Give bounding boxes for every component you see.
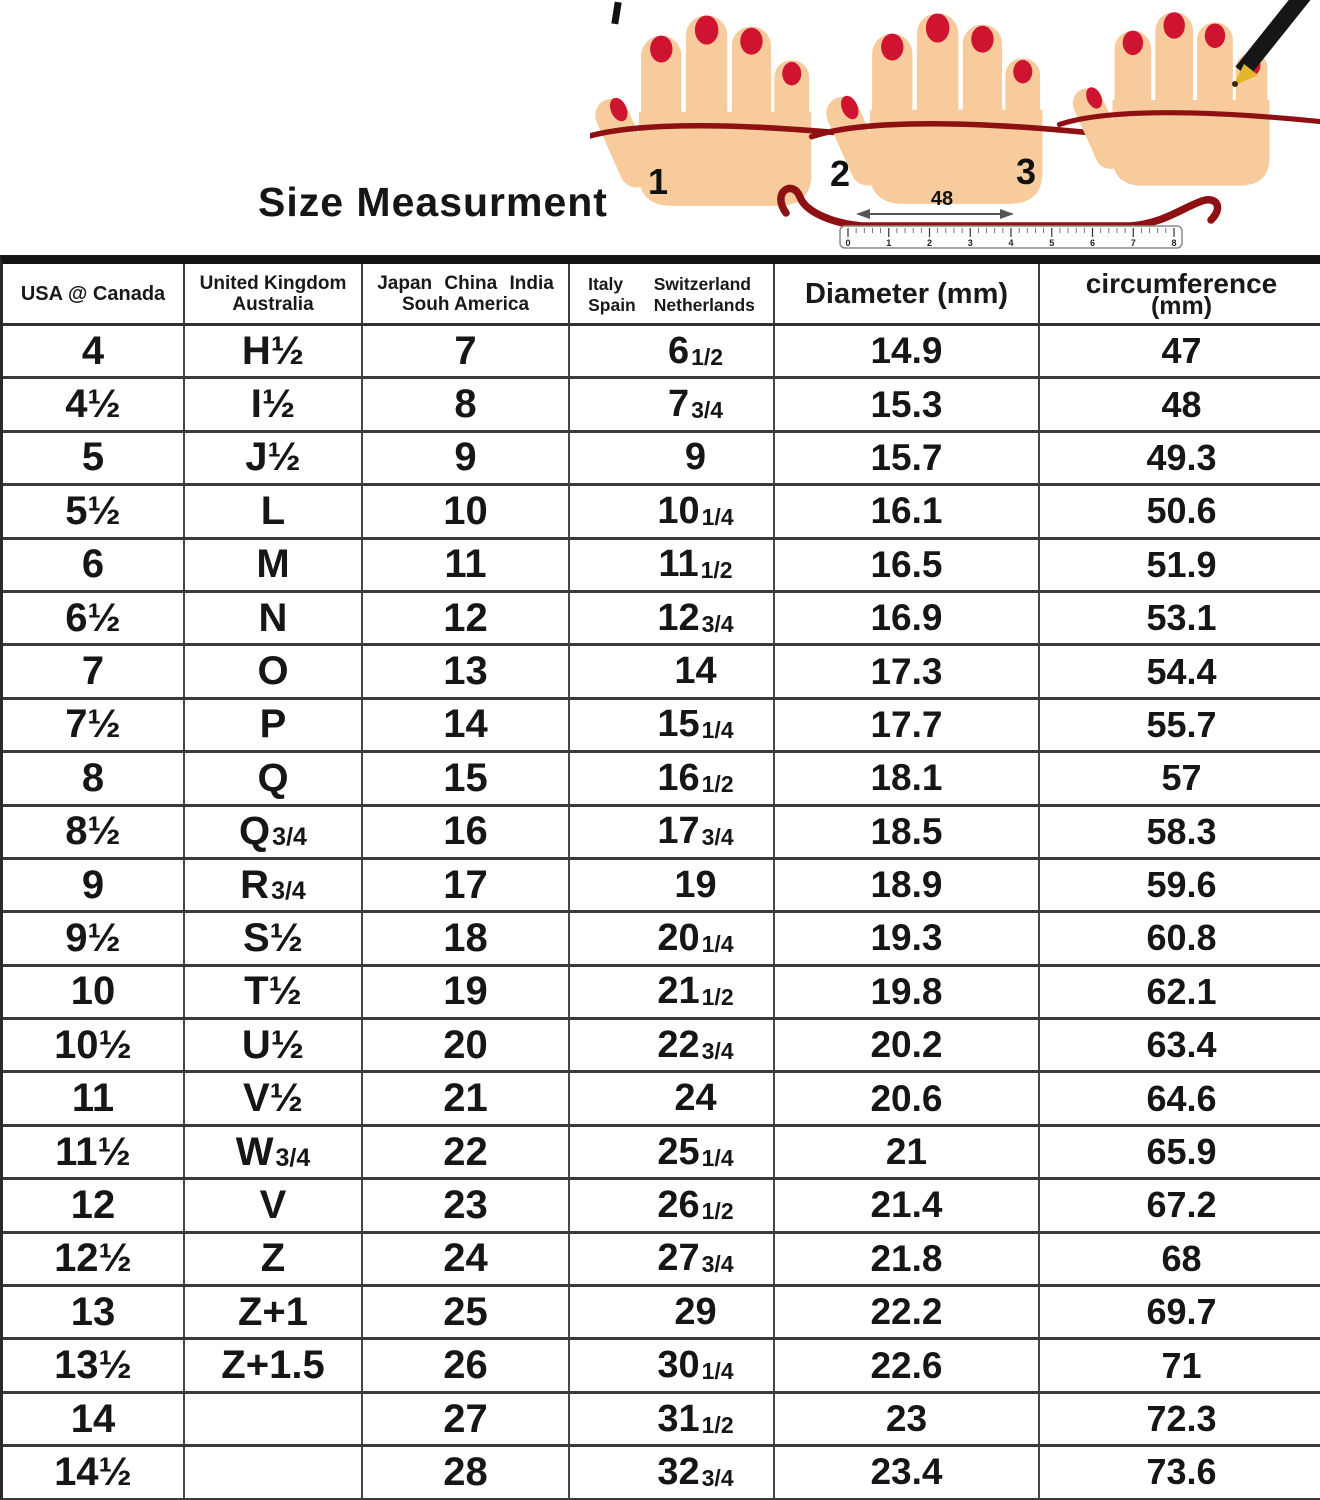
cell-japan-china-india: 21 <box>363 1073 570 1123</box>
cell-circumference: 55.7 <box>1146 703 1217 745</box>
header-label: Japan China India <box>377 272 554 294</box>
cell-usa-canada: 6½ <box>3 593 185 643</box>
cell-circumference: 53.1 <box>1146 597 1217 639</box>
cell-diameter: 19.3 <box>775 913 1040 963</box>
cell-uk-australia: Q <box>185 753 363 803</box>
svg-text:1: 1 <box>886 238 892 248</box>
cell-usa-canada: 14 <box>3 1394 185 1444</box>
cell-japan-china-india: 23 <box>363 1180 570 1230</box>
header-japan-china-india <box>363 264 570 323</box>
header-label: (mm) <box>1150 292 1213 320</box>
table-row <box>3 1073 1320 1126</box>
table-row <box>3 700 1320 753</box>
cell-usa-canada: 13 <box>3 1287 185 1337</box>
cell-usa-canada: 13½ <box>3 1340 185 1390</box>
table-row <box>3 807 1320 860</box>
ruler <box>840 226 1182 248</box>
cell-diameter: 22.6 <box>775 1340 1040 1390</box>
cell-uk-australia: Z <box>185 1234 363 1284</box>
cell-diameter: 18.9 <box>775 860 1040 910</box>
cell-usa-canada: 5 <box>3 433 185 483</box>
header-circumference <box>1040 264 1320 323</box>
svg-text:3: 3 <box>967 238 973 248</box>
cell-diameter: 23.4 <box>775 1447 1040 1497</box>
cell-italy-spain: 25 1/4 <box>570 1127 775 1177</box>
cell-japan-china-india: 17 <box>363 860 570 910</box>
page-title: Size Measurment <box>258 179 608 225</box>
table-body <box>3 326 1320 1500</box>
table-row <box>3 326 1320 379</box>
cell-italy-spain: 21 1/2 <box>570 967 775 1017</box>
cell-japan-china-india: 19 <box>363 967 570 1017</box>
cell-italy-spain: 12 3/4 <box>570 593 775 643</box>
cell-usa-canada: 11 <box>3 1073 185 1123</box>
cell-japan-china-india: 10 <box>363 486 570 536</box>
cell-uk-australia: Q 3/4 <box>185 807 363 857</box>
svg-text:2: 2 <box>926 238 933 248</box>
cell-uk-australia: O <box>185 646 363 696</box>
cell-uk-australia: L <box>185 486 363 536</box>
cell-japan-china-india: 25 <box>363 1287 570 1337</box>
table-row <box>3 379 1320 432</box>
cell-diameter: 22.2 <box>775 1287 1040 1337</box>
cell-circumference: 57 <box>1161 757 1202 799</box>
cell-japan-china-india: 24 <box>363 1234 570 1284</box>
cell-italy-spain: 9 <box>570 433 775 483</box>
cell-circumference: 64.6 <box>1146 1077 1217 1119</box>
cell-italy-spain: 30 1/4 <box>570 1340 775 1390</box>
cell-italy-spain: 32 3/4 <box>570 1447 775 1497</box>
cell-japan-china-india: 8 <box>363 379 570 429</box>
cell-uk-australia: V½ <box>185 1073 363 1123</box>
table-row <box>3 753 1320 806</box>
cell-italy-spain: 31 1/2 <box>570 1394 775 1444</box>
table-row <box>3 967 1320 1020</box>
cell-usa-canada: 7½ <box>3 700 185 750</box>
cell-japan-china-india: 26 <box>363 1340 570 1390</box>
cell-uk-australia: Z+1 <box>185 1287 363 1337</box>
cell-japan-china-india: 22 <box>363 1127 570 1177</box>
table-row <box>3 1234 1320 1287</box>
cell-circumference: 62.1 <box>1146 970 1217 1012</box>
cell-italy-spain: 14 <box>570 646 775 696</box>
svg-text:0: 0 <box>845 238 851 248</box>
cell-circumference: 73.6 <box>1146 1451 1217 1493</box>
svg-text:5: 5 <box>1049 238 1055 248</box>
cell-usa-canada: 5½ <box>3 486 185 536</box>
cell-japan-china-india: 7 <box>363 326 570 376</box>
cell-circumference: 68 <box>1161 1237 1202 1279</box>
table-row <box>3 1340 1320 1393</box>
header-label: Switzerland <box>653 274 751 295</box>
cell-diameter: 17.7 <box>775 700 1040 750</box>
cell-uk-australia: U½ <box>185 1020 363 1070</box>
table-row <box>3 913 1320 966</box>
header-label: USA @ Canada <box>20 282 166 305</box>
cell-usa-canada: 12 <box>3 1180 185 1230</box>
cell-usa-canada: 7 <box>3 646 185 696</box>
cell-italy-spain: 10 1/4 <box>570 486 775 536</box>
cell-circumference: 47 <box>1161 330 1202 372</box>
cell-circumference: 69.7 <box>1146 1291 1217 1333</box>
cell-uk-australia <box>185 1447 363 1497</box>
cell-japan-china-india: 14 <box>363 700 570 750</box>
cell-usa-canada: 9 <box>3 860 185 910</box>
cell-uk-australia: R 3/4 <box>185 860 363 910</box>
cell-usa-canada: 11½ <box>3 1127 185 1177</box>
header-diameter <box>775 264 1040 323</box>
cell-uk-australia: T½ <box>185 967 363 1017</box>
header-label: Netherlands <box>653 294 755 315</box>
cell-circumference: 54.4 <box>1146 650 1217 692</box>
header-uk-australia <box>185 264 363 323</box>
cell-uk-australia: M <box>185 540 363 590</box>
cell-circumference: 65.9 <box>1146 1131 1217 1173</box>
header-label: Australia <box>232 293 314 315</box>
cell-diameter: 20.2 <box>775 1020 1040 1070</box>
cell-uk-australia: W 3/4 <box>185 1127 363 1177</box>
ring-size-table <box>0 255 1320 1500</box>
cell-japan-china-india: 16 <box>363 807 570 857</box>
cell-circumference: 59.6 <box>1146 864 1217 906</box>
cell-usa-canada: 14½ <box>3 1447 185 1497</box>
header-label: Italy <box>588 274 624 295</box>
cell-japan-china-india: 15 <box>363 753 570 803</box>
cell-japan-china-india: 12 <box>363 593 570 643</box>
cell-italy-spain: 7 3/4 <box>570 379 775 429</box>
hand-label-2: 2 <box>830 153 851 194</box>
cell-diameter: 18.5 <box>775 807 1040 857</box>
svg-text:4: 4 <box>1008 238 1014 248</box>
cell-diameter: 18.1 <box>775 753 1040 803</box>
cell-uk-australia: I½ <box>185 379 363 429</box>
cell-diameter: 16.1 <box>775 486 1040 536</box>
marker-pen <box>1232 0 1306 87</box>
cell-diameter: 21.8 <box>775 1234 1040 1284</box>
cell-circumference: 60.8 <box>1146 917 1217 959</box>
table-row <box>3 860 1320 913</box>
header-label: circumference <box>1085 268 1278 299</box>
cell-japan-china-india: 18 <box>363 913 570 963</box>
cell-circumference: 51.9 <box>1146 543 1217 585</box>
cell-diameter: 21.4 <box>775 1180 1040 1230</box>
cell-usa-canada: 6 <box>3 540 185 590</box>
hand-2 <box>812 13 1107 203</box>
table-row <box>3 1287 1320 1340</box>
cell-usa-canada: 4 <box>3 326 185 376</box>
cell-diameter: 19.8 <box>775 967 1040 1017</box>
cell-uk-australia: S½ <box>185 913 363 963</box>
header-italy-spain-switzerland-netherlands <box>570 264 775 323</box>
cell-circumference: 72.3 <box>1146 1398 1217 1439</box>
cell-usa-canada: 8½ <box>3 807 185 857</box>
table-row <box>3 1127 1320 1180</box>
header-label: Diameter (mm) <box>804 277 1009 310</box>
cell-diameter: 15.3 <box>775 379 1040 429</box>
cell-italy-spain: 15 1/4 <box>570 700 775 750</box>
tape-length-label: 48 <box>930 188 954 210</box>
table-header-row <box>3 264 1320 326</box>
cell-italy-spain: 22 3/4 <box>570 1020 775 1070</box>
cell-usa-canada: 8 <box>3 753 185 803</box>
cell-diameter: 16.5 <box>775 540 1040 590</box>
hand-label-1: 1 <box>648 161 669 202</box>
cell-circumference: 63.4 <box>1146 1024 1217 1066</box>
table-row <box>3 486 1320 539</box>
cell-circumference: 67.2 <box>1146 1184 1217 1226</box>
cell-circumference: 49.3 <box>1146 436 1217 478</box>
table-row <box>3 540 1320 593</box>
table-row <box>3 646 1320 699</box>
cell-japan-china-india: 13 <box>363 646 570 696</box>
cell-diameter: 15.7 <box>775 433 1040 483</box>
cell-usa-canada: 9½ <box>3 913 185 963</box>
cell-japan-china-india: 27 <box>363 1394 570 1444</box>
header-label: Souh America <box>401 293 530 315</box>
header-label: United Kingdom <box>199 272 347 294</box>
cell-circumference: 58.3 <box>1146 810 1217 852</box>
cell-uk-australia <box>185 1394 363 1444</box>
cell-japan-china-india: 28 <box>363 1447 570 1497</box>
hand-label-3: 3 <box>1016 151 1037 192</box>
cell-japan-china-india: 11 <box>363 540 570 590</box>
cell-uk-australia: P <box>185 700 363 750</box>
cell-uk-australia: H½ <box>185 326 363 376</box>
measurement-illustration <box>590 0 1320 252</box>
cell-italy-spain: 17 3/4 <box>570 807 775 857</box>
cell-italy-spain: 26 1/2 <box>570 1180 775 1230</box>
svg-text:8: 8 <box>1171 238 1177 248</box>
cell-diameter: 14.9 <box>775 326 1040 376</box>
cell-usa-canada: 12½ <box>3 1234 185 1284</box>
table-row <box>3 1020 1320 1073</box>
cell-diameter: 17.3 <box>775 646 1040 696</box>
header-label: Spain <box>588 294 636 315</box>
cell-usa-canada: 4½ <box>3 379 185 429</box>
cell-japan-china-india: 20 <box>363 1020 570 1070</box>
table-row <box>3 433 1320 486</box>
cell-uk-australia: Z+1.5 <box>185 1340 363 1390</box>
cell-italy-spain: 19 <box>570 860 775 910</box>
cell-italy-spain: 16 1/2 <box>570 753 775 803</box>
cell-usa-canada: 10 <box>3 967 185 1017</box>
cell-diameter: 20.6 <box>775 1073 1040 1123</box>
table-row <box>3 593 1320 646</box>
table-row <box>3 1394 1320 1447</box>
cell-diameter: 16.9 <box>775 593 1040 643</box>
cell-italy-spain: 27 3/4 <box>570 1234 775 1284</box>
cell-circumference: 71 <box>1161 1344 1202 1386</box>
hand-3 <box>1059 12 1320 185</box>
cell-uk-australia: V <box>185 1180 363 1230</box>
cell-italy-spain: 11 1/2 <box>570 540 775 590</box>
svg-text:6: 6 <box>1089 238 1096 248</box>
cell-usa-canada: 10½ <box>3 1020 185 1070</box>
cell-italy-spain: 20 1/4 <box>570 913 775 963</box>
length-arrow <box>856 209 1014 219</box>
svg-text:7: 7 <box>1130 238 1136 248</box>
table-row <box>3 1180 1320 1233</box>
table-row <box>3 1447 1320 1500</box>
cell-uk-australia: J½ <box>185 433 363 483</box>
cell-diameter: 23 <box>775 1394 1040 1444</box>
cell-uk-australia: N <box>185 593 363 643</box>
cell-diameter: 21 <box>775 1127 1040 1177</box>
cell-circumference: 50.6 <box>1146 490 1217 532</box>
cell-circumference: 48 <box>1161 383 1202 425</box>
header-usa-canada <box>3 264 185 323</box>
cell-italy-spain: 24 <box>570 1073 775 1123</box>
cell-italy-spain: 6 1/2 <box>570 326 775 376</box>
cell-italy-spain: 29 <box>570 1287 775 1337</box>
cell-japan-china-india: 9 <box>363 433 570 483</box>
